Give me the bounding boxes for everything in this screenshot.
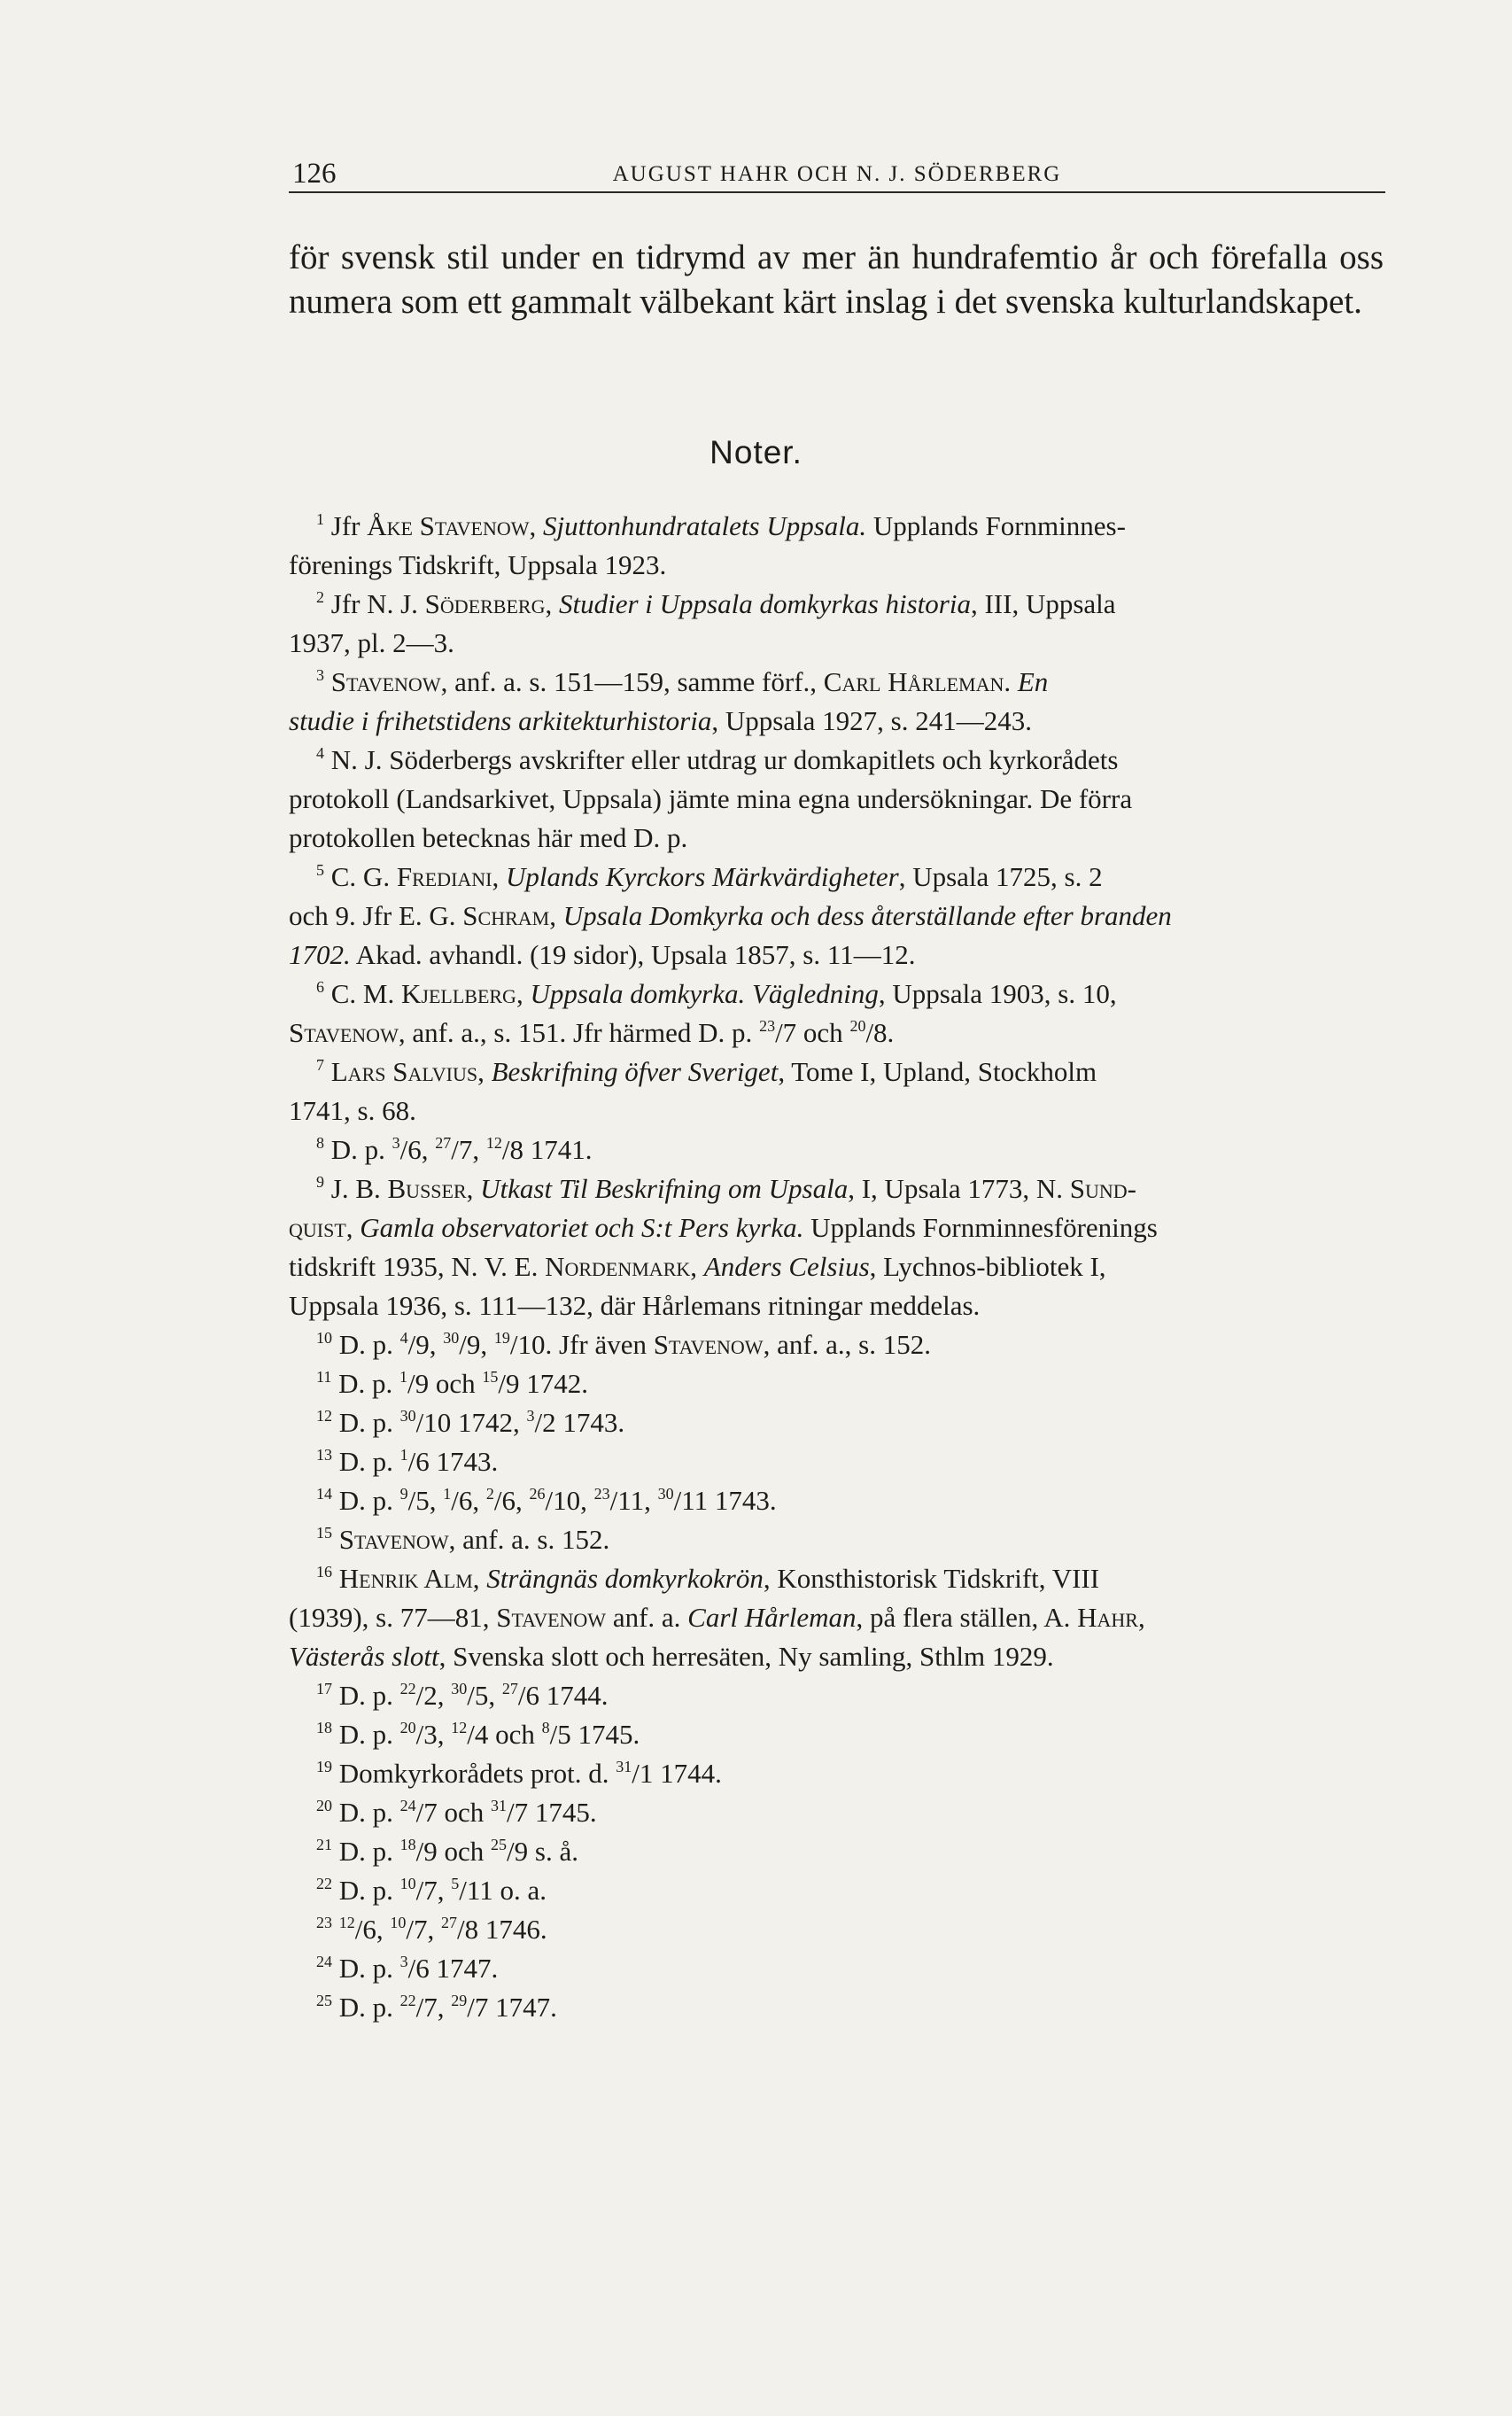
running-head: AUGUST HAHR OCH N. J. SÖDERBERG [612,162,1062,186]
note-text: N. J. Söderbergs avskrifter eller utdrag ur domkapitlets och kyrkorådets protokoll (Landsarkivet, Uppsala) jämte mina egna undersökningar. De förra protokollen betecknas här med D. p. [289,744,1133,853]
note-number: 24 [316,1953,332,1970]
note-item [289,1754,1384,1793]
note-text: D. p. $^{18}$/9 och $^{25}$/9 s. å. [332,1836,578,1867]
note-item [289,1053,1384,1130]
body-paragraph: för svensk stil under en tidrymd av mer än hundrafemtio år och förefalla oss numera som ett gammalt välbekant kärt inslag i det svenska kulturlandskapet. [289,238,1384,321]
note-item [289,1403,1384,1442]
note-item [289,1715,1384,1754]
note-text: Henrik Alm, Strängnäs domkyrkokrön, Konsthistorisk Tidskrift, VIII (1939), s. 77—81, Stavenow anf. a. Carl Hårleman, på flera ställen, A. Hahr, Västerås slott, Svenska slott och herresäten, Ny samling, Sthlm 1929. [289,1563,1145,1672]
note-text: D. p. $^4$/9, $^{30}$/9, $^{19}$/10. Jfr även Stavenow, anf. a., s. 152. [332,1329,931,1360]
note-number: 23 [316,1914,332,1931]
note-number: 11 [316,1368,332,1386]
note-item [289,1169,1384,1325]
note-number: 14 [316,1485,332,1503]
note-item [289,507,1384,585]
note-number: 17 [316,1680,332,1697]
note-number: 19 [316,1758,332,1775]
note-number: 20 [316,1797,332,1814]
note-number: 7 [316,1056,324,1074]
note-item [289,1442,1384,1481]
note-text: D. p. $^3$/6, $^{27}$/7, $^{12}$/8 1741. [324,1134,593,1165]
note-item [289,741,1384,858]
notes-heading: Noter. [709,434,803,470]
note-text: Stavenow, anf. a. s. 151—159, samme förf., Carl Hårleman. En studie i frihetstidens arkitekturhistoria, Uppsala 1927, s. 241—243. [289,666,1049,736]
note-item [289,585,1384,663]
note-text: Lars Salvius, Beskrifning öfver Sveriget, Tome I, Upland, Stockholm 1741, s. 68. [289,1056,1097,1126]
note-text: D. p. $^{10}$/7, $^5$/11 o. a. [332,1875,547,1906]
note-number: 12 [316,1407,332,1425]
note-text: J. B. Busser, Utkast Til Beskrifning om Upsala, I, Upsala 1773, N. Sund- quist, Gamla observatoriet och S:t Pers kyrka. Upplands Fornminnesförenings tidskrift 1935, N. V. E. Nordenmark, Anders Celsius, Lychnos-bibliotek I, Uppsala 1936, s. 111—132, där Hårlemans ritningar meddelas. [289,1173,1158,1321]
note-item [289,975,1384,1053]
note-number: 15 [316,1524,332,1542]
note-number: 9 [316,1173,324,1191]
note-item [289,1364,1384,1403]
note-item [289,1871,1384,1910]
note-text: $^{12}$/6, $^{10}$/7, $^{27}$/8 1746. [338,1914,547,1945]
note-number: 10 [316,1329,332,1347]
note-number: 2 [316,588,324,606]
notes-list [289,507,1384,2027]
note-text: Domkyrkorådets prot. d. $^{31}$/1 1744. [332,1758,722,1789]
note-item [289,1559,1384,1676]
note-number: 4 [316,744,324,762]
note-item [289,663,1384,741]
note-text: D. p. $^3$/6 1747. [332,1953,499,1984]
note-number: 5 [316,861,324,879]
note-number: 6 [316,978,324,996]
note-item [289,1910,1384,1949]
note-item [289,858,1384,975]
page-number: 126 [292,158,337,190]
note-number: 3 [316,666,324,684]
note-number: 8 [316,1134,324,1152]
note-number: 16 [316,1563,332,1581]
note-item [289,1832,1384,1871]
note-text: Stavenow, anf. a. s. 152. [338,1524,610,1555]
note-number: 1 [316,510,324,528]
note-item [289,1793,1384,1832]
note-text: D. p. $^9$/5, $^1$/6, $^2$/6, $^{26}$/10, $^{23}$/11, $^{30}$/11 1743. [332,1485,777,1516]
note-text: D. p. $^{22}$/7, $^{29}$/7 1747. [332,1992,557,2023]
note-number: 13 [316,1446,332,1464]
note-text: D. p. $^{24}$/7 och $^{31}$/7 1745. [332,1797,597,1828]
note-number: 21 [316,1836,332,1853]
note-text: C. M. Kjellberg, Uppsala domkyrka. Vägledning, Uppsala 1903, s. 10, Stavenow, anf. a., s. 151. Jfr härmed D. p. $^{23}$/7 och $^{20}$/8. [289,978,1117,1048]
note-item [289,1949,1384,1988]
note-text: D. p. $^{20}$/3, $^{12}$/4 och $^8$/5 1745. [332,1719,640,1750]
note-text: D. p. $^1$/6 1743. [332,1446,499,1477]
note-number: 22 [316,1875,332,1892]
note-text: D. p. $^{30}$/10 1742, $^3$/2 1743. [332,1407,625,1438]
page-header [289,158,1385,193]
note-text: D. p. $^{22}$/2, $^{30}$/5, $^{27}$/6 1744. [332,1680,609,1711]
note-item [289,1676,1384,1715]
note-text: D. p. $^1$/9 och $^{15}$/9 1742. [331,1368,588,1399]
note-text: Jfr Åke Stavenow, Sjuttonhundratalets Uppsala. Upplands Fornminnes- förenings Tidskrift, Uppsala 1923. [289,510,1126,580]
note-text: Jfr N. J. Söderberg, Studier i Uppsala domkyrkas historia, III, Uppsala 1937, pl. 2—3. [289,588,1116,658]
note-number: 25 [316,1992,332,2009]
note-item [289,1481,1384,1520]
note-item [289,1988,1384,2027]
note-item [289,1130,1384,1169]
note-number: 18 [316,1719,332,1736]
note-item [289,1325,1384,1364]
note-item [289,1520,1384,1559]
note-text: C. G. Frediani, Uplands Kyrckors Märkvärdigheter, Upsala 1725, s. 2 och 9. Jfr E. G. Schram, Upsala Domkyrka och dess återställande efter branden 1702. Akad. avhandl. (19 sidor), Upsala 1857, s. 11—12. [289,861,1172,970]
